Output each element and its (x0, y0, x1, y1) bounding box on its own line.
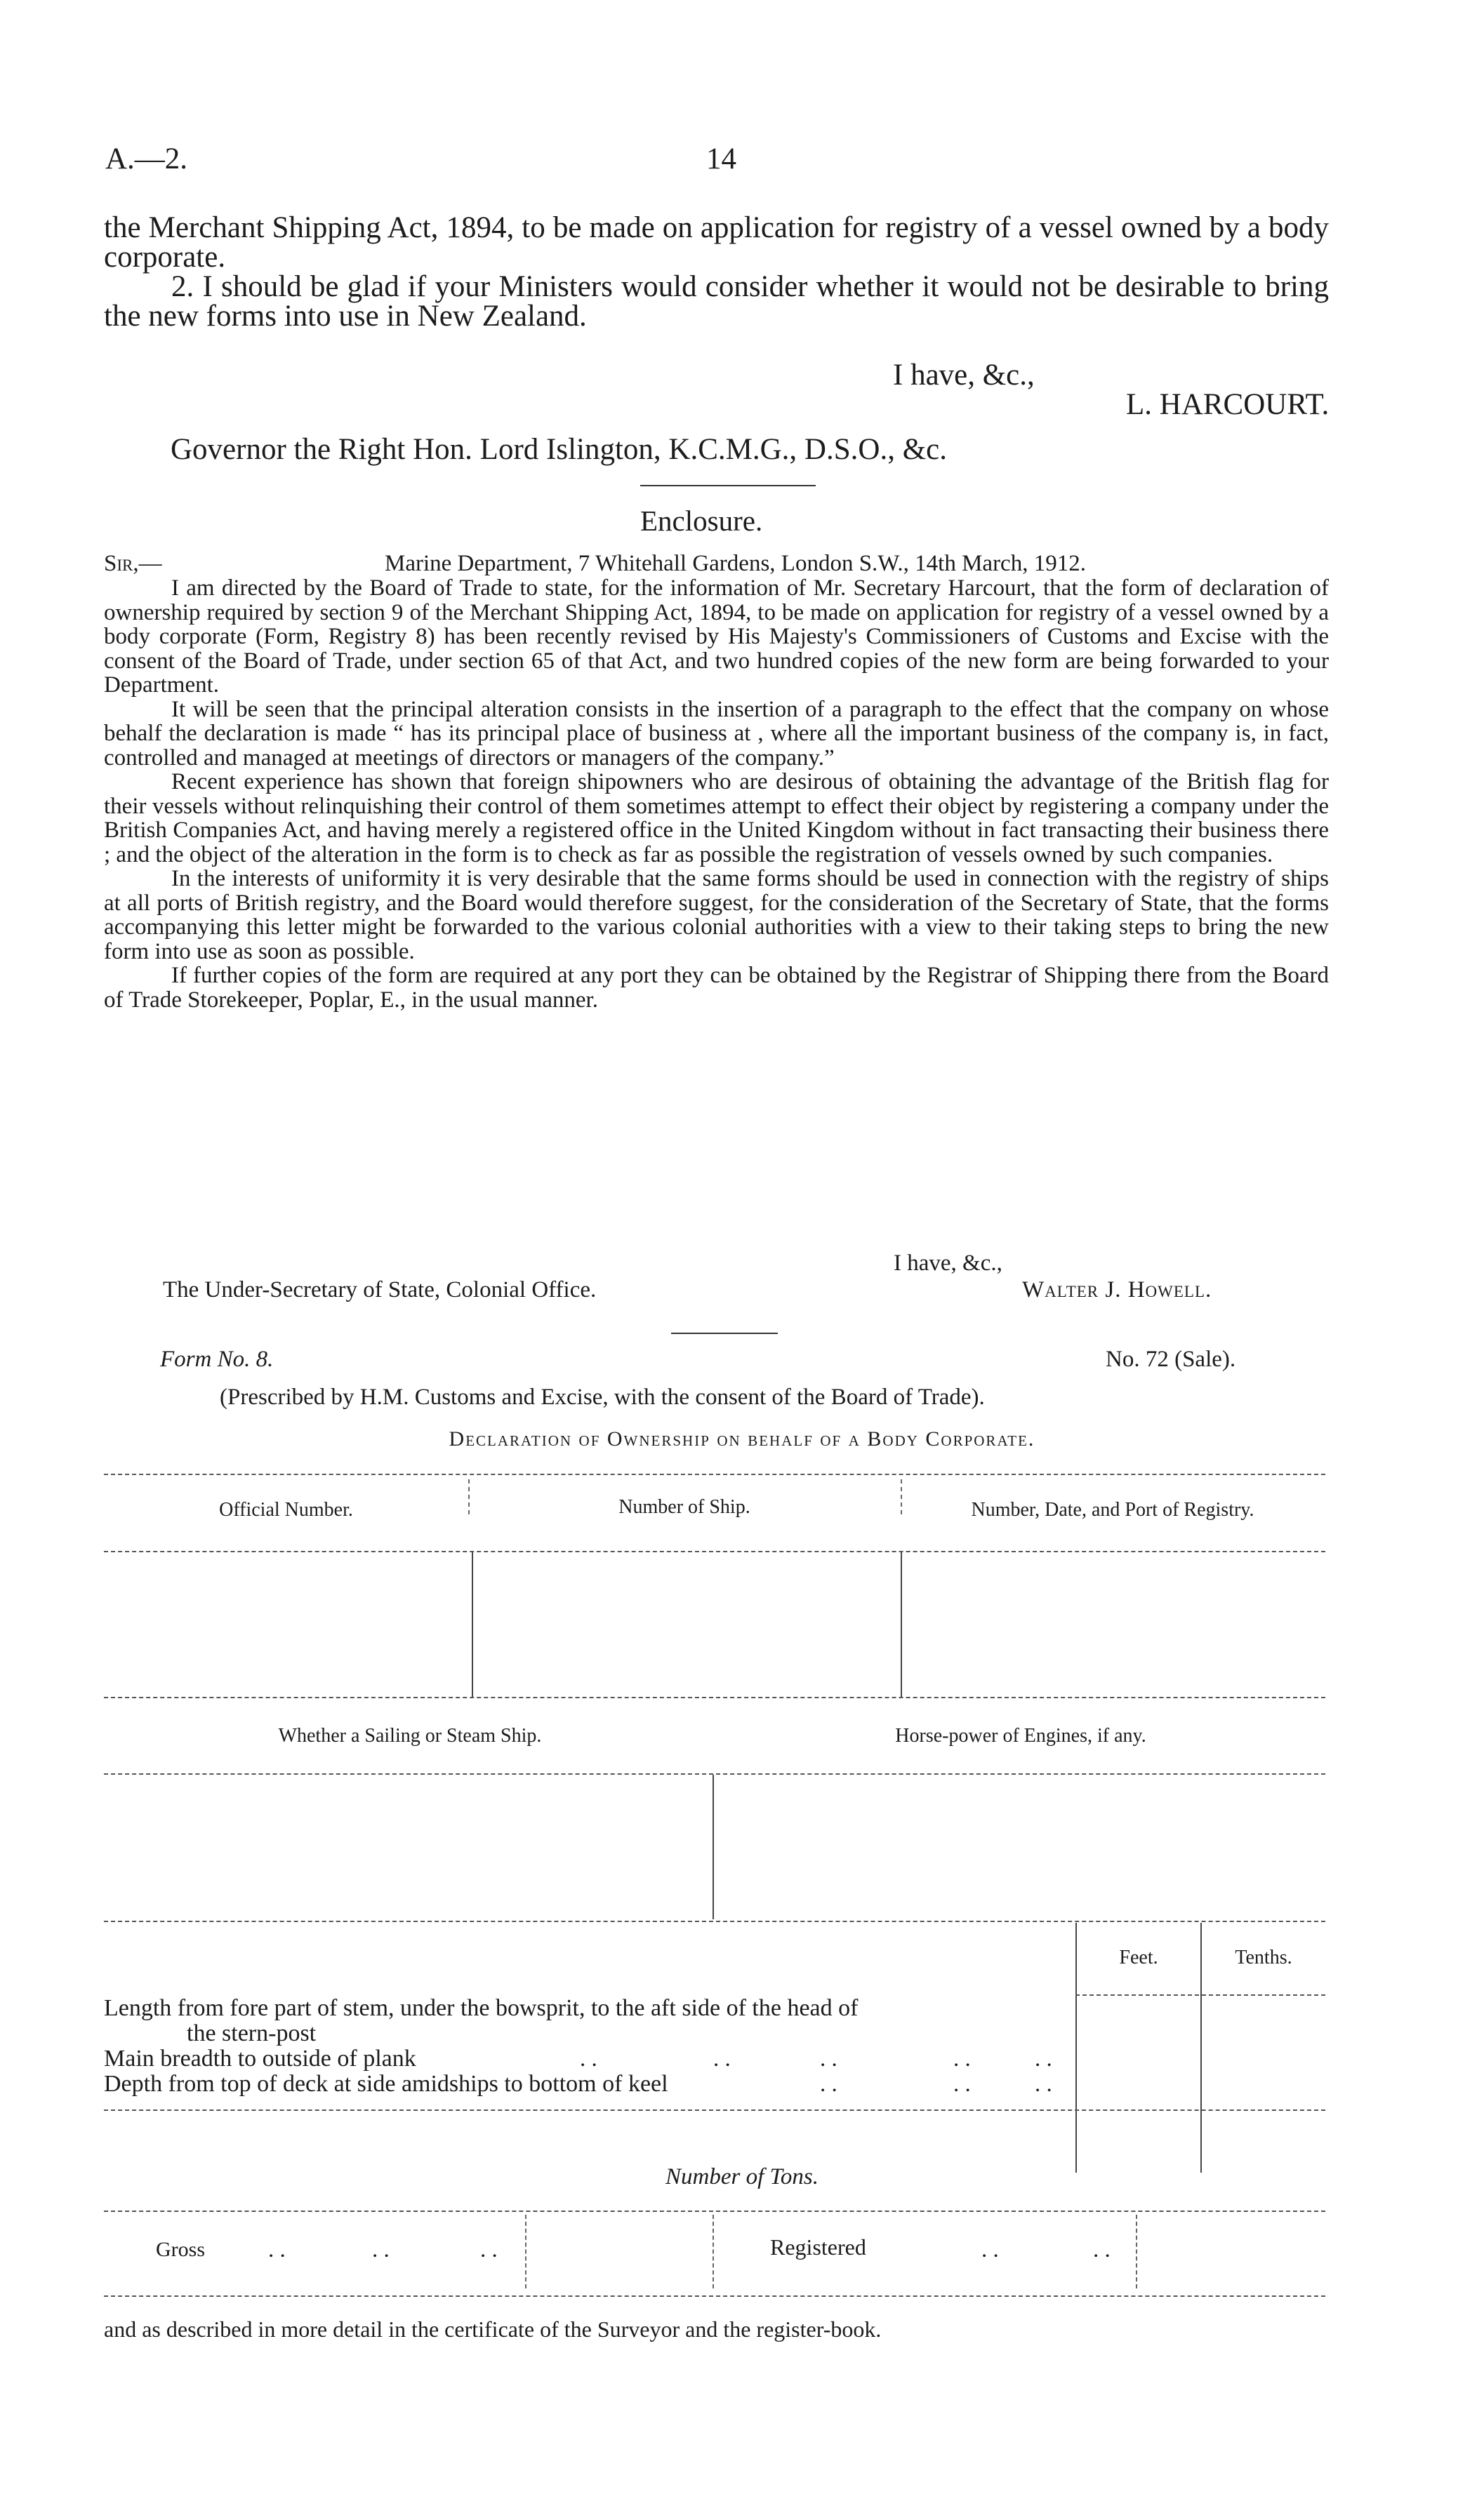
address-date: Marine Department, 7 Whitehall Gardens, London S.W., 14th March, 1912. (385, 551, 1086, 576)
leader-dots: . . (953, 2046, 971, 2072)
measure-bottom-border (104, 2109, 1325, 2111)
paragraph-continuation: the Merchant Shipping Act, 1894, to be made on application for registry of a vessel owned by a body corporate. (104, 211, 1329, 274)
header-tenths: Tenths. (1235, 1947, 1292, 1968)
enclosure-paragraph-1: I am directed by the Board of Trade to state, for the information of Mr. Secretary Harcourt, that the form of declaration of ownership required by section 9 of the Merchant Shipping Act, 1894, to be made on application for registry of a vessel owned by a body corporate (Form, Registry 8) has been recently revised by His Majesty's Commissioners of Customs and Excise with the consent of the Board of Trade, under section 65 of that Act, and two hundred copies of the new form are being forwarded to your Department. (104, 575, 1329, 698)
closing-have: I have, &c., (893, 359, 1035, 392)
table2-bottom-border (104, 1921, 1325, 1922)
tons-bottom-border (104, 2295, 1325, 2297)
footer-note: and as described in more detail in the certificate of the Surveyor and the register-book. (104, 2316, 882, 2342)
registered-label: Registered (770, 2234, 866, 2260)
leader-dots: . . (580, 2046, 597, 2072)
header-official-number: Official Number. (219, 1499, 353, 1521)
leader-dots: . . (1093, 2237, 1111, 2262)
tons-title: Number of Tons. (665, 2164, 819, 2189)
form-divider (671, 1333, 778, 1334)
section-divider (640, 485, 816, 486)
leader-dots: . . (1035, 2046, 1052, 2072)
row-length: Length from fore part of stem, under the bowsprit, to the aft side of the head of (104, 1995, 859, 2021)
row-breadth: Main breadth to outside of plank (104, 2046, 416, 2072)
leader-dots: . . (820, 2072, 837, 2097)
salutation: Sir,— (104, 551, 162, 576)
enclosure-addressee: The Under-Secretary of State, Colonial Office. (163, 1277, 597, 1302)
tons-top-border (104, 2211, 1325, 2212)
enclosure-closing: I have, &c., (894, 1251, 1002, 1276)
header-port-of-registry: Number, Date, and Port of Registry. (971, 1499, 1254, 1521)
table2-header-border (104, 1773, 1325, 1775)
leader-dots: . . (713, 2046, 731, 2072)
table1-header-border (104, 1551, 1325, 1552)
measure-header-border (1075, 1994, 1325, 1996)
enclosure-paragraph-2: It will be seen that the principal alteration consists in the insertion of a paragraph to the effect that the company on whose behalf the declaration is made “ has its principal place of business at , where all the important business of the company is, in fact, controlled and managed at meetings of directors or managers of the company.” (104, 696, 1329, 771)
tons-divider (713, 2215, 714, 2288)
gross-label: Gross (156, 2238, 206, 2261)
signature-howell: Walter J. Howell. (1022, 1277, 1212, 1302)
enclosure-paragraph-3: Recent experience has shown that foreign shipowners who are desirous of obtaining the advantage of the British flag for their vessels without relinquishing their control of them sometimes attempt to effect their object by registering a company under the British Companies Act, and having merely a registered office in the United Kingdom without in fact transacting their business there ; and the object of the alteration in the form is to check as far as possible the registration of vessels owned by such companies. (104, 769, 1329, 867)
table1-bottom-border (104, 1697, 1325, 1698)
header-number-of-ship: Number of Ship. (618, 1496, 750, 1518)
table1-column-divider (901, 1552, 902, 1697)
enclosure-paragraph-5: If further copies of the form are required at any port they can be obtained by the Registrar of Shipping there from the Board of Trade Storekeeper, Poplar, E., in the usual manner. (104, 963, 1329, 1013)
enclosure-body (104, 576, 1329, 1012)
table1-top-border (104, 1474, 1325, 1475)
tons-divider (1136, 2215, 1137, 2288)
table1-column-divider (472, 1552, 473, 1697)
leader-dots: . . (820, 2046, 837, 2072)
table2-column-divider (713, 1775, 714, 1919)
header-sailing-or-steam: Whether a Sailing or Steam Ship. (278, 1725, 542, 1747)
header-horse-power: Horse-power of Engines, if any. (895, 1725, 1146, 1747)
leader-dots: . . (480, 2237, 498, 2262)
form-number: Form No. 8. (160, 1347, 274, 1372)
row-length-cont: the stern-post (187, 2020, 317, 2046)
form-title: Declaration of Ownership on behalf of a Body Corporate. (449, 1427, 1035, 1451)
leader-dots: . . (981, 2237, 999, 2262)
enclosure-title: Enclosure. (640, 505, 763, 537)
leader-dots: . . (1035, 2072, 1052, 2097)
sale-number: No. 72 (Sale). (1106, 1347, 1236, 1372)
leader-dots: . . (372, 2237, 390, 2262)
opening-text (104, 213, 1329, 331)
page-number: 14 (706, 142, 736, 175)
document-reference: A.—2. (105, 142, 188, 175)
prescribed-note: (Prescribed by H.M. Customs and Excise, with the consent of the Board of Trade). (220, 1385, 985, 1410)
enclosure-paragraph-4: In the interests of uniformity it is very desirable that the same forms should be used in connection with the registry of ships at all ports of British registry, and the Board would therefore suggest, for the consideration of the Secretary of State, that the forms accompanying this letter might be forwarded to the various colonial authorities with a view to their taking steps to bring the new form into use as soon as possible. (104, 866, 1329, 964)
leader-dots: . . (268, 2237, 286, 2262)
header-feet: Feet. (1119, 1947, 1158, 1968)
tons-divider (525, 2215, 526, 2288)
paragraph-2: 2. I should be glad if your Ministers would consider whether it would not be desirable to bring the new forms into use in New Zealand. (104, 270, 1329, 333)
addressee-governor: Governor the Right Hon. Lord Islington, K.C.M.G., D.S.O., &c. (171, 433, 947, 466)
leader-dots: . . (953, 2072, 971, 2097)
signature-harcourt: L. HARCOURT. (1126, 388, 1330, 421)
row-depth: Depth from top of deck at side amidships to bottom of keel (104, 2071, 668, 2097)
